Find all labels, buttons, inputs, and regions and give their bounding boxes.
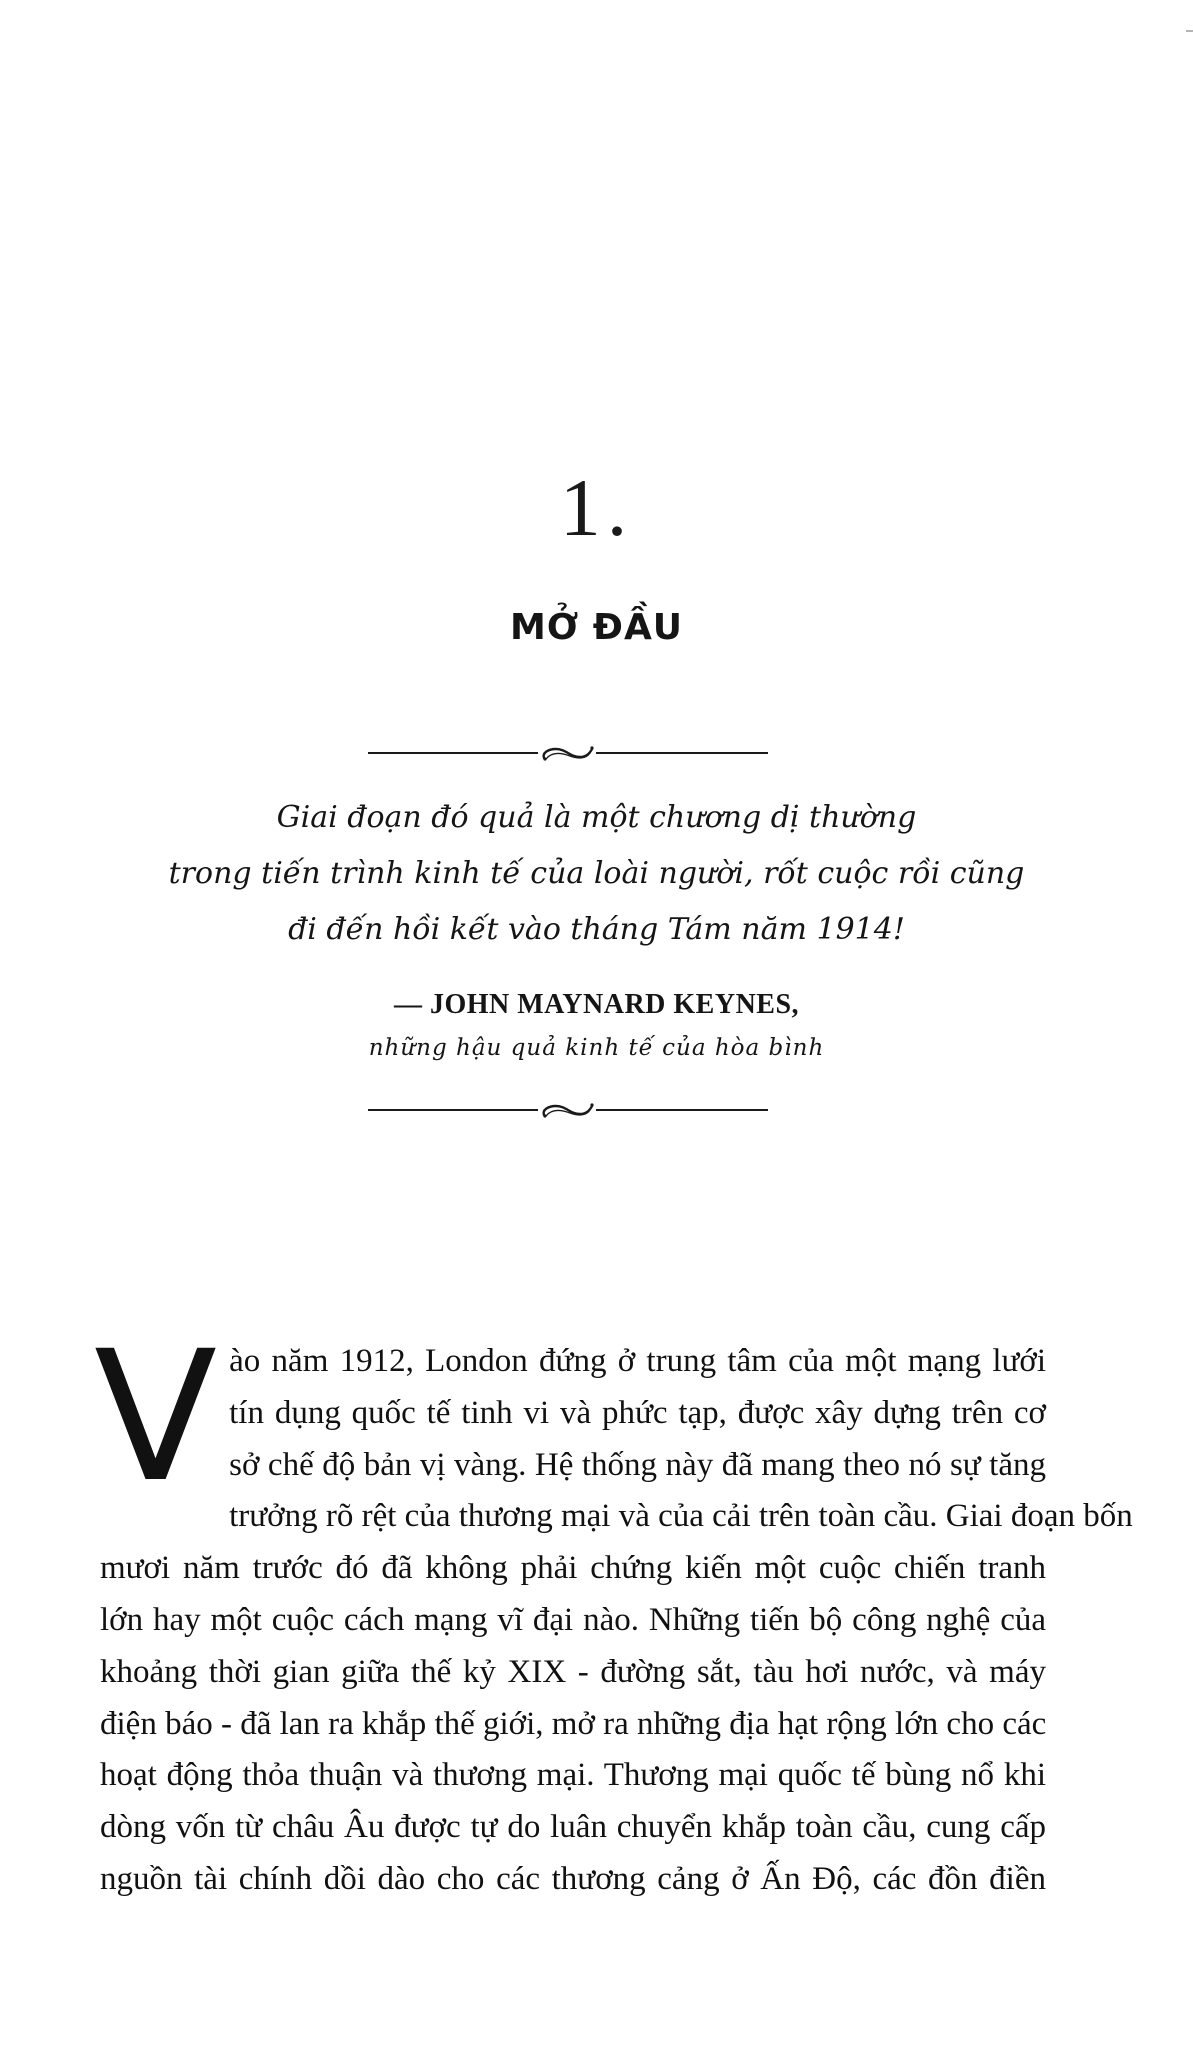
- body-line: lớn hay một cuộc cách mạng vĩ đại nào. Những tiến bộ công nghệ của: [100, 1601, 1046, 1638]
- divider-rule-left: [368, 752, 538, 754]
- epigraph-line: đi đến hồi kết vào tháng Tám năm 1914!: [288, 912, 905, 947]
- epigraph-line: Giai đoạn đó quả là một chương dị thường: [276, 800, 917, 835]
- body-line: điện báo - đã lan ra khắp thế giới, mở ra những địa hạt rộng lớn cho các: [100, 1705, 1047, 1742]
- drop-cap: V: [94, 1313, 218, 1522]
- body-line: khoảng thời gian giữa thế kỷ XIX - đường sắt, tàu hơi nước, và máy: [100, 1653, 1046, 1690]
- divider-rule-right: [596, 752, 768, 754]
- chapter-number: 1.: [559, 462, 634, 553]
- body-line: nguồn tài chính dồi dào cho các thương cảng ở Ấn Độ, các đồn điền: [100, 1860, 1046, 1897]
- body-line: ào năm 1912, London đứng ở trung tâm của một mạng lưới: [229, 1343, 1046, 1379]
- scan-artifact-mark: [1186, 30, 1193, 32]
- divider-rule-left: [368, 1109, 538, 1111]
- ornament-divider-top: [368, 741, 768, 765]
- ornament-divider-bottom: [368, 1098, 768, 1122]
- divider-rule-right: [596, 1109, 768, 1111]
- swash-icon: [540, 1098, 596, 1122]
- epigraph-quote: [0, 790, 1193, 958]
- chapter-title: MỞ ĐẦU: [509, 607, 684, 648]
- body-line: trưởng rõ rệt của thương mại và của cải trên toàn cầu. Giai đoạn bốn: [229, 1498, 1133, 1535]
- body-line: mươi năm trước đó đã không phải chứng kiến một cuộc chiến tranh: [100, 1550, 1046, 1587]
- body-line: tín dụng quốc tế tinh vi và phức tạp, được xây dựng trên cơ: [229, 1394, 1046, 1431]
- body-paragraph: [94, 1313, 1133, 1906]
- swash-icon: [540, 741, 596, 765]
- epigraph-source-title: những hậu quả kinh tế của hòa bình: [368, 1035, 825, 1061]
- body-line: dòng vốn từ châu Âu được tự do luân chuyển khắp toàn cầu, cung cấp: [100, 1809, 1046, 1846]
- body-line: sở chế độ bản vị vàng. Hệ thống này đã mang theo nó sự tăng: [229, 1446, 1046, 1483]
- epigraph-attribution: — JOHN MAYNARD KEYNES,: [393, 989, 800, 1020]
- epigraph-line: trong tiến trình kinh tế của loài người, rốt cuộc rồi cũng: [168, 856, 1025, 891]
- body-line: hoạt động thỏa thuận và thương mại. Thương mại quốc tế bùng nổ khi: [100, 1757, 1046, 1794]
